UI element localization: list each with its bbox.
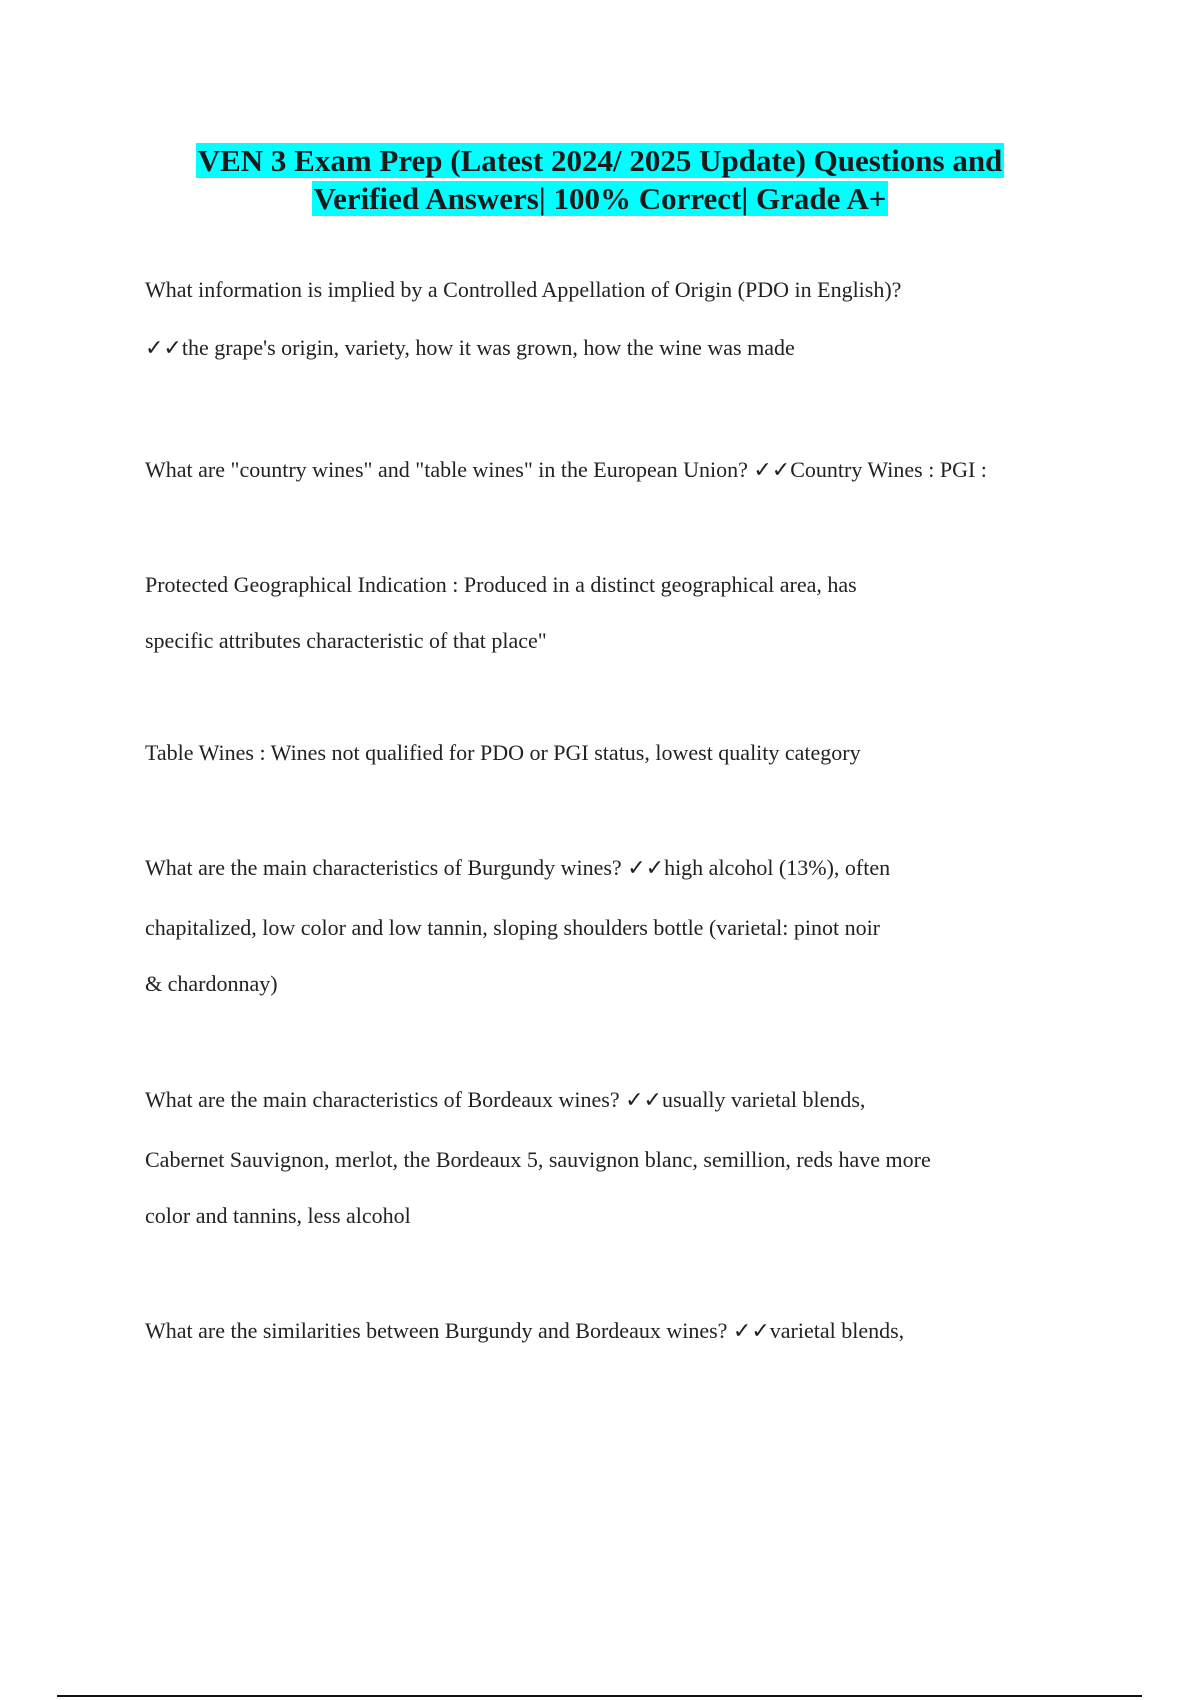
answer-2-line-4: Table Wines : Wines not qualified for PDO or PGI status, lowest quality category [145, 740, 861, 765]
question-5-line-1: What are the similarities between Burgundy and Bordeaux wines? ✓✓varietal blends, [145, 1318, 905, 1343]
title-line-2: Verified Answers| 100% Correct| Grade A+ [313, 181, 887, 216]
answer-1-line-1: ✓✓the grape's origin, variety, how it was grown, how the wine was made [145, 335, 795, 360]
question-3-line-1: What are the main characteristics of Burgundy wines? ✓✓high alcohol (13%), often [145, 855, 891, 880]
answer-2-line-2: Protected Geographical Indication : Produced in a distinct geographical area, has [145, 572, 857, 597]
title-line-1: VEN 3 Exam Prep (Latest 2024/ 2025 Update) Questions and [197, 143, 1003, 178]
answer-3-line-3: & chardonnay) [145, 971, 278, 996]
answer-2-line-3: specific attributes characteristic of that place" [145, 628, 547, 653]
question-1-line-1: What information is implied by a Controlled Appellation of Origin (PDO in English)? [145, 277, 902, 302]
answer-4-line-2: Cabernet Sauvignon, merlot, the Bordeaux 5, sauvignon blanc, semillion, reds have more [145, 1147, 931, 1172]
page-bottom-rule [57, 1695, 1142, 1697]
question-4-line-1: What are the main characteristics of Bordeaux wines? ✓✓usually varietal blends, [145, 1087, 866, 1112]
answer-3-line-2: chapitalized, low color and low tannin, sloping shoulders bottle (varietal: pinot noir [145, 915, 881, 940]
question-2-line-1: What are "country wines" and "table wines" in the European Union? ✓✓Country Wines : PGI : [145, 457, 987, 482]
answer-4-line-3: color and tannins, less alcohol [145, 1203, 411, 1228]
document-title [0, 142, 1200, 218]
